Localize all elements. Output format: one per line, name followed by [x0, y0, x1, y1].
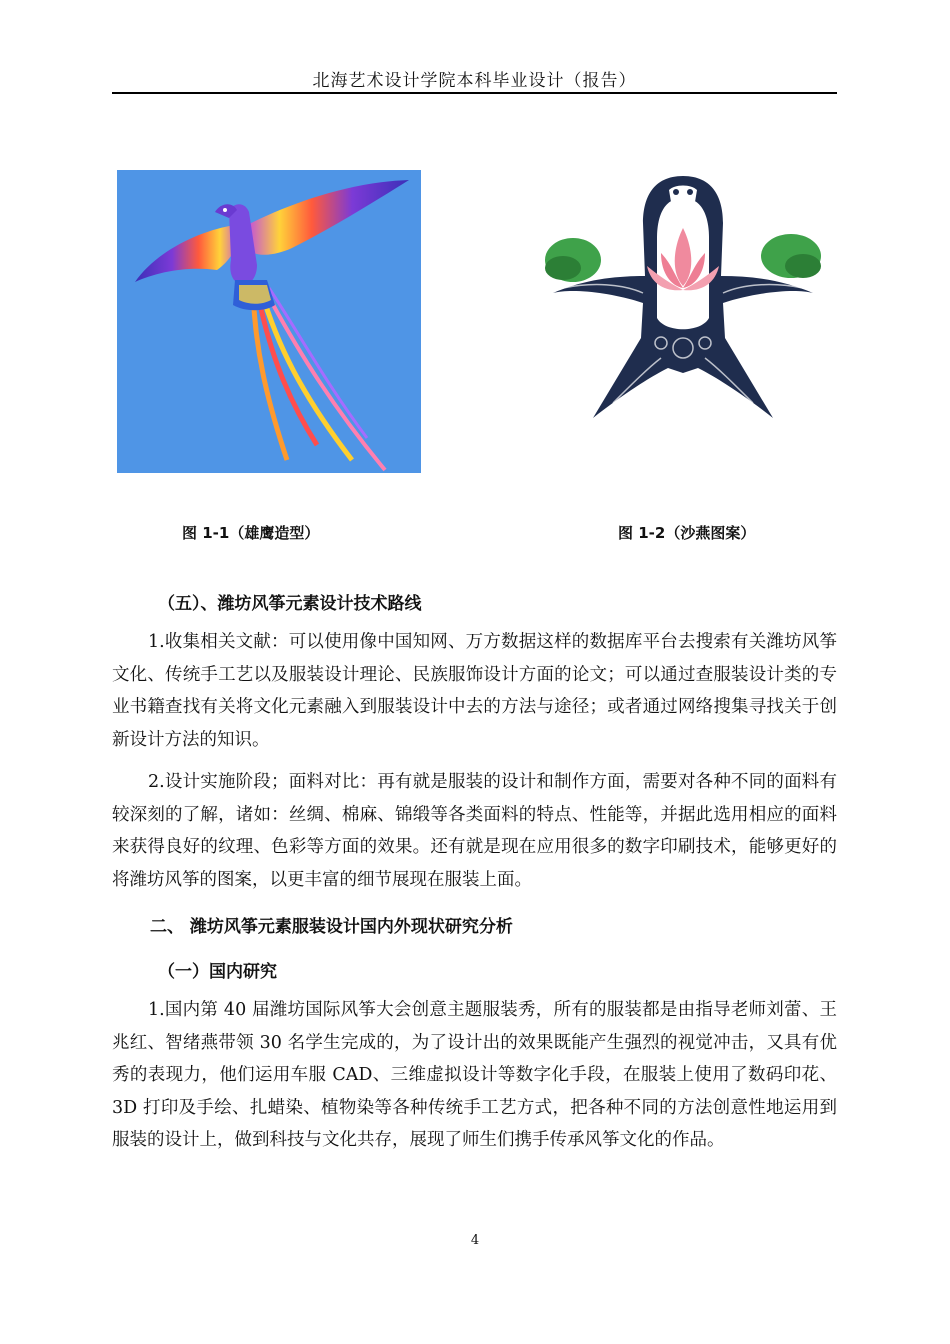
figure-1-1-caption: 图 1-1（雄鹰造型）: [182, 524, 320, 542]
page-header: 北海艺术设计学院本科毕业设计（报告）: [312, 71, 637, 91]
header-rule: [112, 92, 837, 94]
section-5-paragraph-2: 2.设计实施阶段；面料对比：再有就是服装的设计和制作方面，需要对各种不同的面料有较深刻的了解，诸如：丝绸、棉麻、锦缎等各类面料的特点、性能等，并据此选用相应的面料来获得良好的纹理、色彩等方面的效果。还有就是现在应用很多的数字印刷技术，能够更好的将潍坊风筝的图案，以更丰富的细节展现在服装上面。: [112, 772, 837, 890]
section-5-paragraph-1: 1.收集相关文献：可以使用像中国知网、万方数据这样的数据库平台去搜索有关潍坊风筝文化、传统手工艺以及服装设计理论、民族服饰设计方面的论文；可以通过查服装设计类的专业书籍查找有关将文化元素融入到服装设计中去的方法与途径；或者通过网络搜集寻找关于创新设计方法的知识。: [112, 632, 837, 750]
figure-eagle-kite: [117, 170, 421, 473]
section-5-heading: （五）、潍坊风筝元素设计技术路线: [158, 594, 422, 614]
domestic-research-paragraph-1: 1.国内第 40 届潍坊国际风筝大会创意主题服装秀，所有的服装都是由指导老师刘蕾、王兆红、智绪燕带领 30 名学生完成的，为了设计出的效果既能产生强烈的视觉冲击，又具有优秀的表现力，他们运用车服 CAD、三维虚拟设计等数字化手段，在服装上使用了数码印花、3D 打印及手绘、扎蜡染、植物染等各种传统手工艺方式，把各种不同的方法创意性地运用到服装的设计上，做到科技与文化共存，展现了师生们携手传承风筝文化的作品。: [112, 1000, 837, 1150]
figure-swallow-kite: [533, 168, 833, 468]
eagle-kite-illustration: [117, 170, 421, 473]
swallow-kite-illustration: [533, 168, 833, 468]
figure-1-2-caption: 图 1-2（沙燕图案）: [618, 524, 756, 542]
page-number: 4: [470, 1233, 480, 1248]
chapter-2-heading: 二、 潍坊风筝元素服装设计国内外现状研究分析: [150, 917, 513, 937]
domestic-research-heading: （一）国内研究: [158, 962, 277, 982]
